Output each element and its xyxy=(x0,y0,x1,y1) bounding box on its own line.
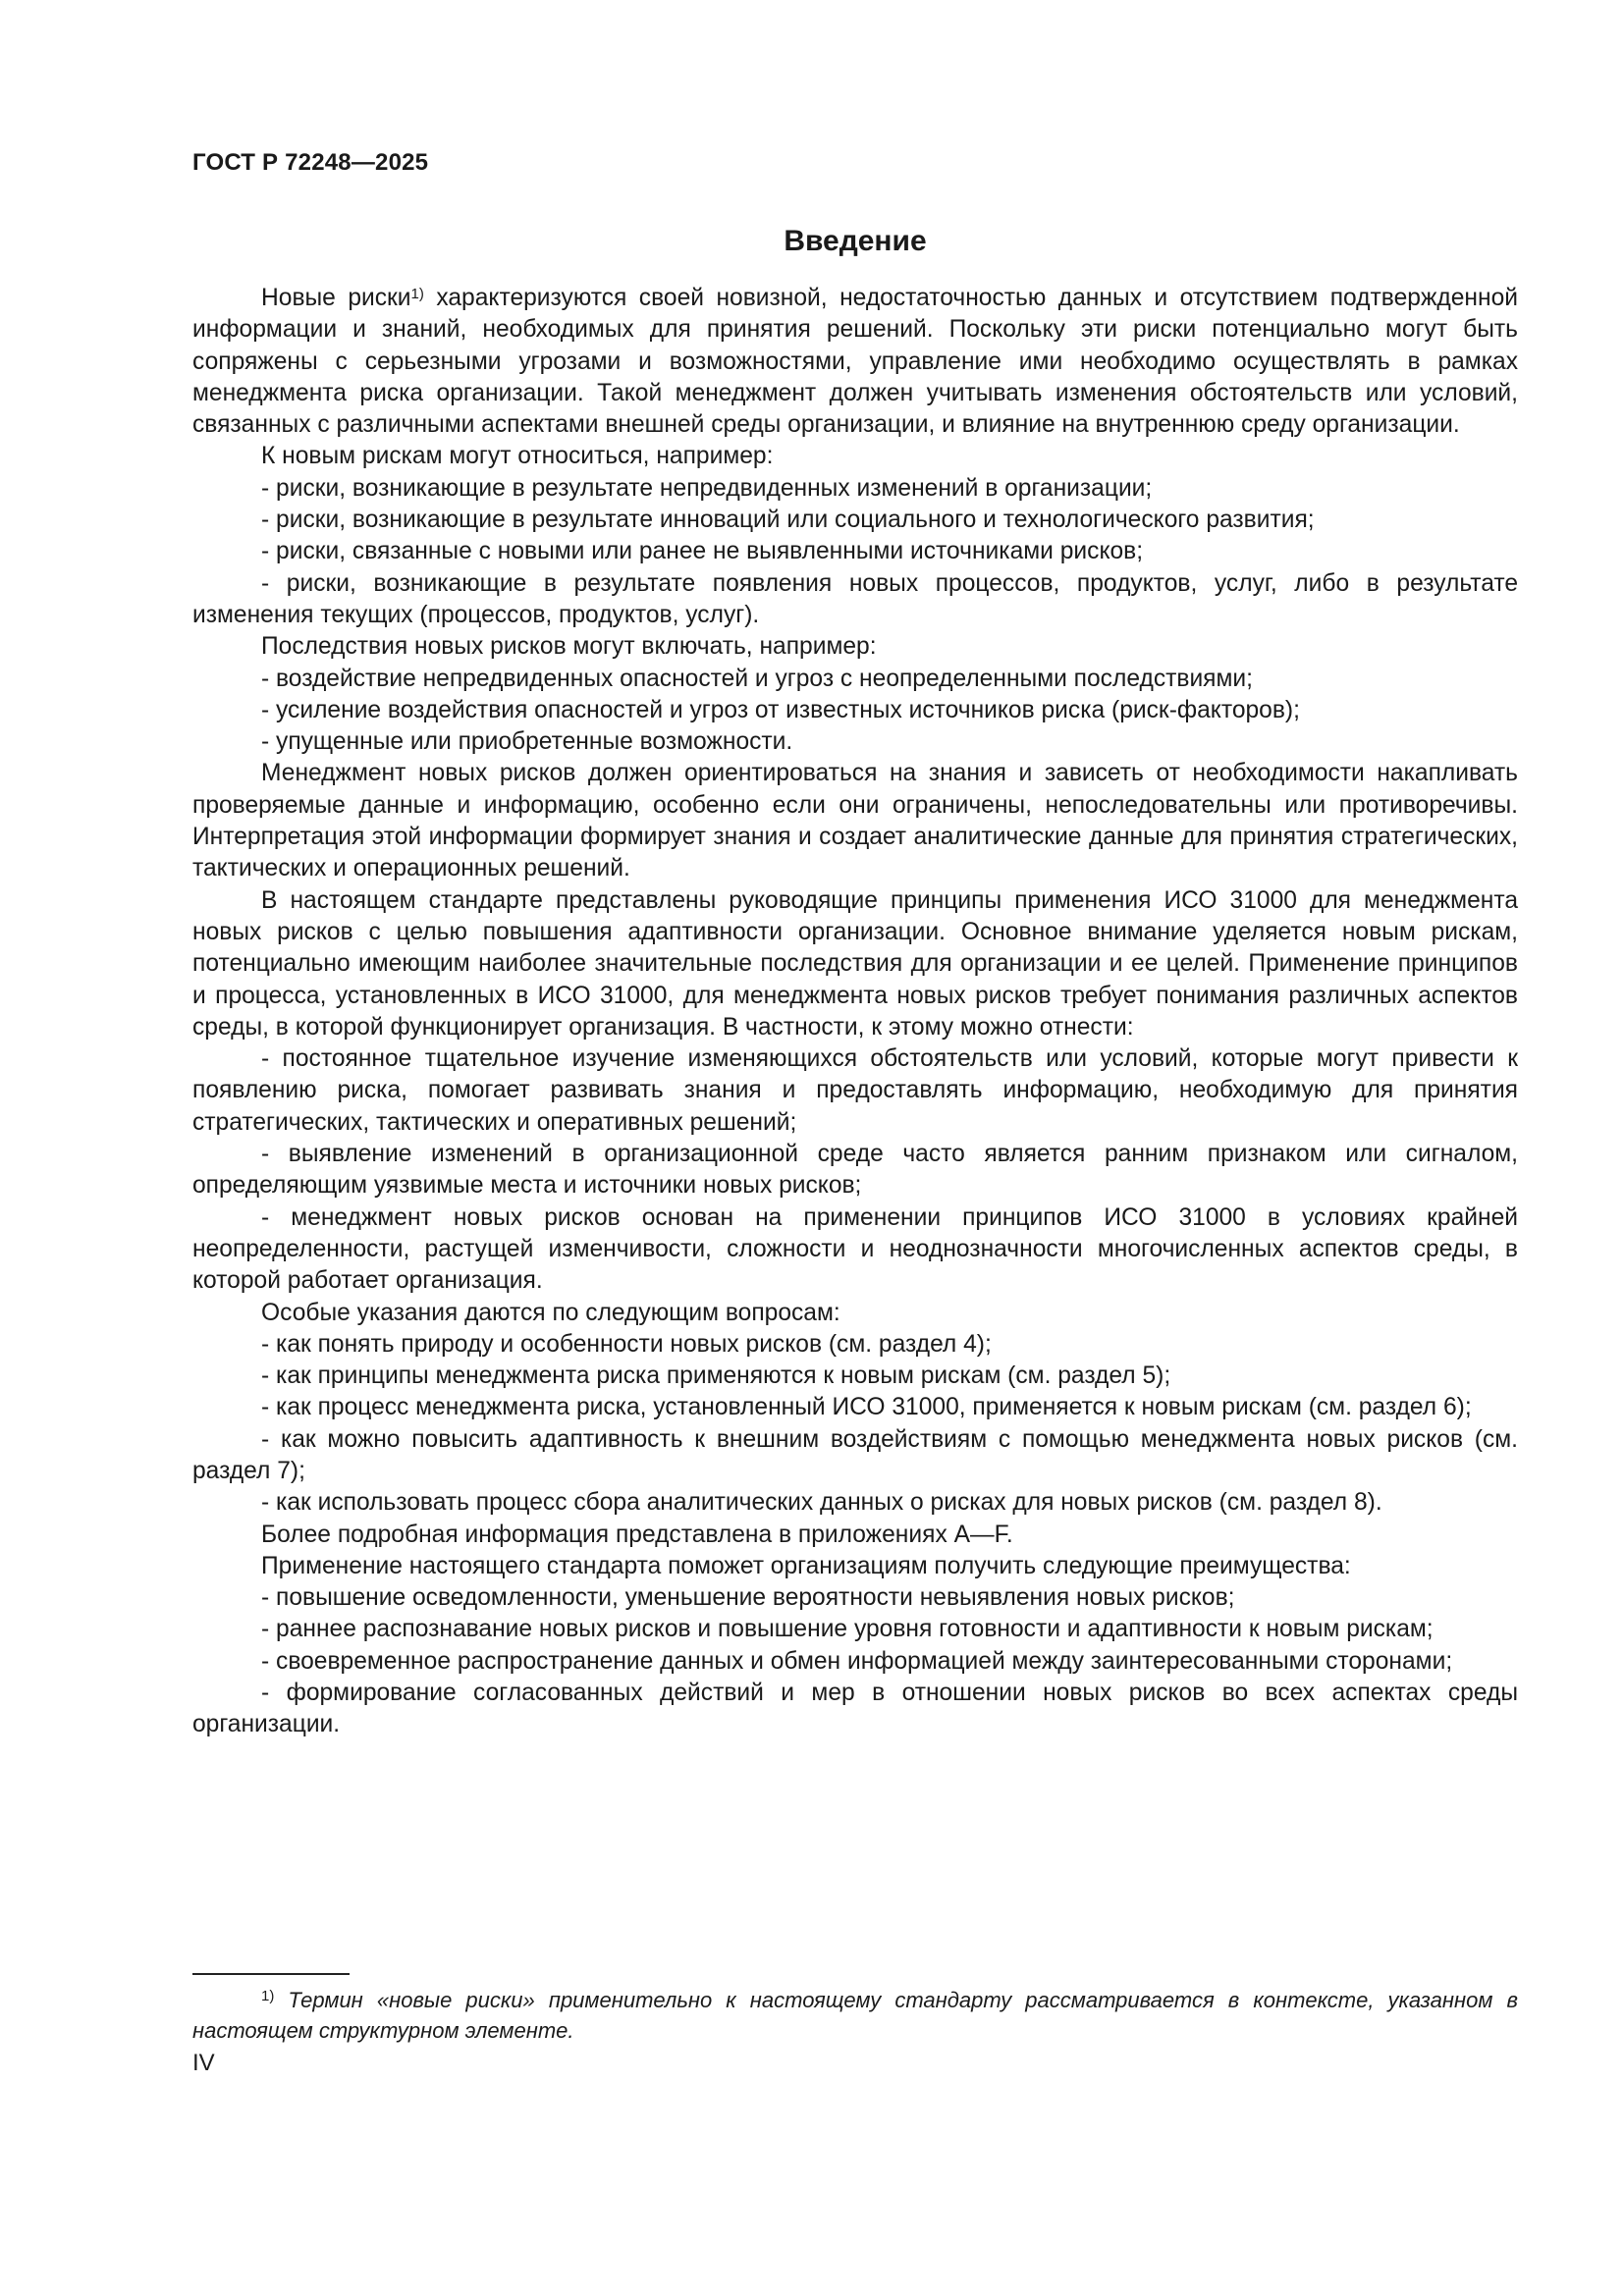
list-item: - своевременное распространение данных и обмен информацией между заинтересованными сторонами; xyxy=(261,1647,1453,1675)
list-item: - риски, возникающие в результате непредвиденных изменений в организации; xyxy=(261,474,1153,502)
footnote-ref[interactable]: 1) xyxy=(410,286,424,302)
paragraph: Менеджмент новых рисков должен ориентироваться на знания и зависеть от необходимости накапливать проверяемые данные и информацию, особенно если они ограничены, непоследовательны или противоречивы. Интерпретация этой информации формирует знания и создает аналитические данные для принятия стратегических, тактических и операционных решений. xyxy=(192,760,1518,882)
body-text xyxy=(192,283,1518,1741)
paragraph xyxy=(192,283,1518,441)
footnote-separator xyxy=(192,1973,350,1975)
list-item: - упущенные или приобретенные возможности. xyxy=(261,728,793,756)
footnote-marker: 1) xyxy=(261,1988,275,2004)
paragraph-rest: характеризуются своей новизной, недостаточностью данных и отсутствием подтвержденной информации и знаний, необходимых для принятия решений. Поскольку эти риски потенциально могут быть сопряжены с серьезными угрозами и возможностями, управление ими необходимо осуществлять в рамках менеджмента риска организации. Такой менеджмент должен учитывать изменения обстоятельств или условий, связанных с различными аспектами внешней среды организации, и влияние на внутреннюю среду организации. xyxy=(192,285,1518,439)
list-item: - как принципы менеджмента риска применяются к новым рискам (см. раздел 5); xyxy=(261,1362,1171,1390)
page-number: IV xyxy=(192,2050,215,2076)
document-code: ГОСТ Р 72248—2025 xyxy=(192,149,429,176)
list-item: - постоянное тщательное изучение изменяющихся обстоятельств или условий, которые могут привести к появлению риска, помогает развивать знания и предоставлять информацию, необходимую для принятия стратегических, тактических и оперативных решений; xyxy=(192,1045,1518,1136)
list-item: - раннее распознавание новых рисков и повышение уровня готовности и адаптивности к новым рискам; xyxy=(261,1616,1434,1643)
list-item: - воздействие непредвиденных опасностей и угроз с неопределенными последствиями; xyxy=(261,665,1253,692)
paragraph-start: Новые риски xyxy=(261,285,411,311)
list-item: - менеджмент новых рисков основан на применении принципов ИСО 31000 в условиях крайней неопределенности, растущей изменчивости, сложности и неоднозначности многочисленных аспектов среды, в которой работает организация. xyxy=(192,1203,1518,1295)
footnote xyxy=(192,1985,1518,2046)
list-item: - риски, связанные с новыми или ранее не выявленными источниками рисков; xyxy=(261,538,1144,565)
paragraph: Применение настоящего стандарта поможет организациям получить следующие преимущества: xyxy=(261,1552,1351,1579)
paragraph: Последствия новых рисков могут включать, например: xyxy=(261,633,877,661)
list-item: - риски, возникающие в результате инноваций или социального и технологического развития; xyxy=(261,507,1315,534)
list-item: - формирование согласованных действий и мер в отношении новых рисков во всех аспектах среды организации. xyxy=(192,1680,1518,1738)
paragraph: Особые указания даются по следующим вопросам: xyxy=(261,1299,840,1326)
list-item: - выявление изменений в организационной среде часто является ранним признаком или сигналом, определяющим уязвимые места и источники новых рисков; xyxy=(192,1141,1518,1200)
list-item: - риски, возникающие в результате появления новых процессов, продуктов, услуг, либо в результате изменения текущих (процессов, продуктов, услуг). xyxy=(192,569,1518,628)
list-item: - как использовать процесс сбора аналитических данных о рисках для новых рисков (см. раздел 8). xyxy=(261,1489,1382,1517)
paragraph: К новым рискам могут относиться, например: xyxy=(261,443,774,470)
paragraph: В настоящем стандарте представлены руководящие принципы применения ИСО 31000 для менеджмента новых рисков с целью повышения адаптивности организации. Основное внимание уделяется новым рискам, потенциально имеющим наиболее значительные последствия для организации и ее целей. Применение принципов и процесса, установленных в ИСО 31000, для менеджмента новых рисков требует понимания различных аспектов среды, в которой функционирует организация. В частности, к этому можно отнести: xyxy=(192,886,1518,1041)
list-item: - усиление воздействия опасностей и угроз от известных источников риска (риск-факторов); xyxy=(261,696,1300,723)
list-item: - как процесс менеджмента риска, установленный ИСО 31000, применяется к новым рискам (см. раздел 6); xyxy=(261,1394,1472,1421)
section-title: Введение xyxy=(784,225,927,257)
list-item: - повышение осведомленности, уменьшение вероятности невыявления новых рисков; xyxy=(261,1584,1235,1612)
list-item: - как понять природу и особенности новых рисков (см. раздел 4); xyxy=(261,1330,992,1358)
paragraph: Более подробная информация представлена в приложениях А—F. xyxy=(261,1521,1013,1548)
footnote-text: Термин «новые риски» применительно к настоящему стандарту рассматривается в контексте, указанном в настоящем структурном элементе. xyxy=(192,1988,1518,2043)
list-item: - как можно повысить адаптивность к внешним воздействиям с помощью менеджмента новых рисков (см. раздел 7); xyxy=(192,1425,1518,1484)
